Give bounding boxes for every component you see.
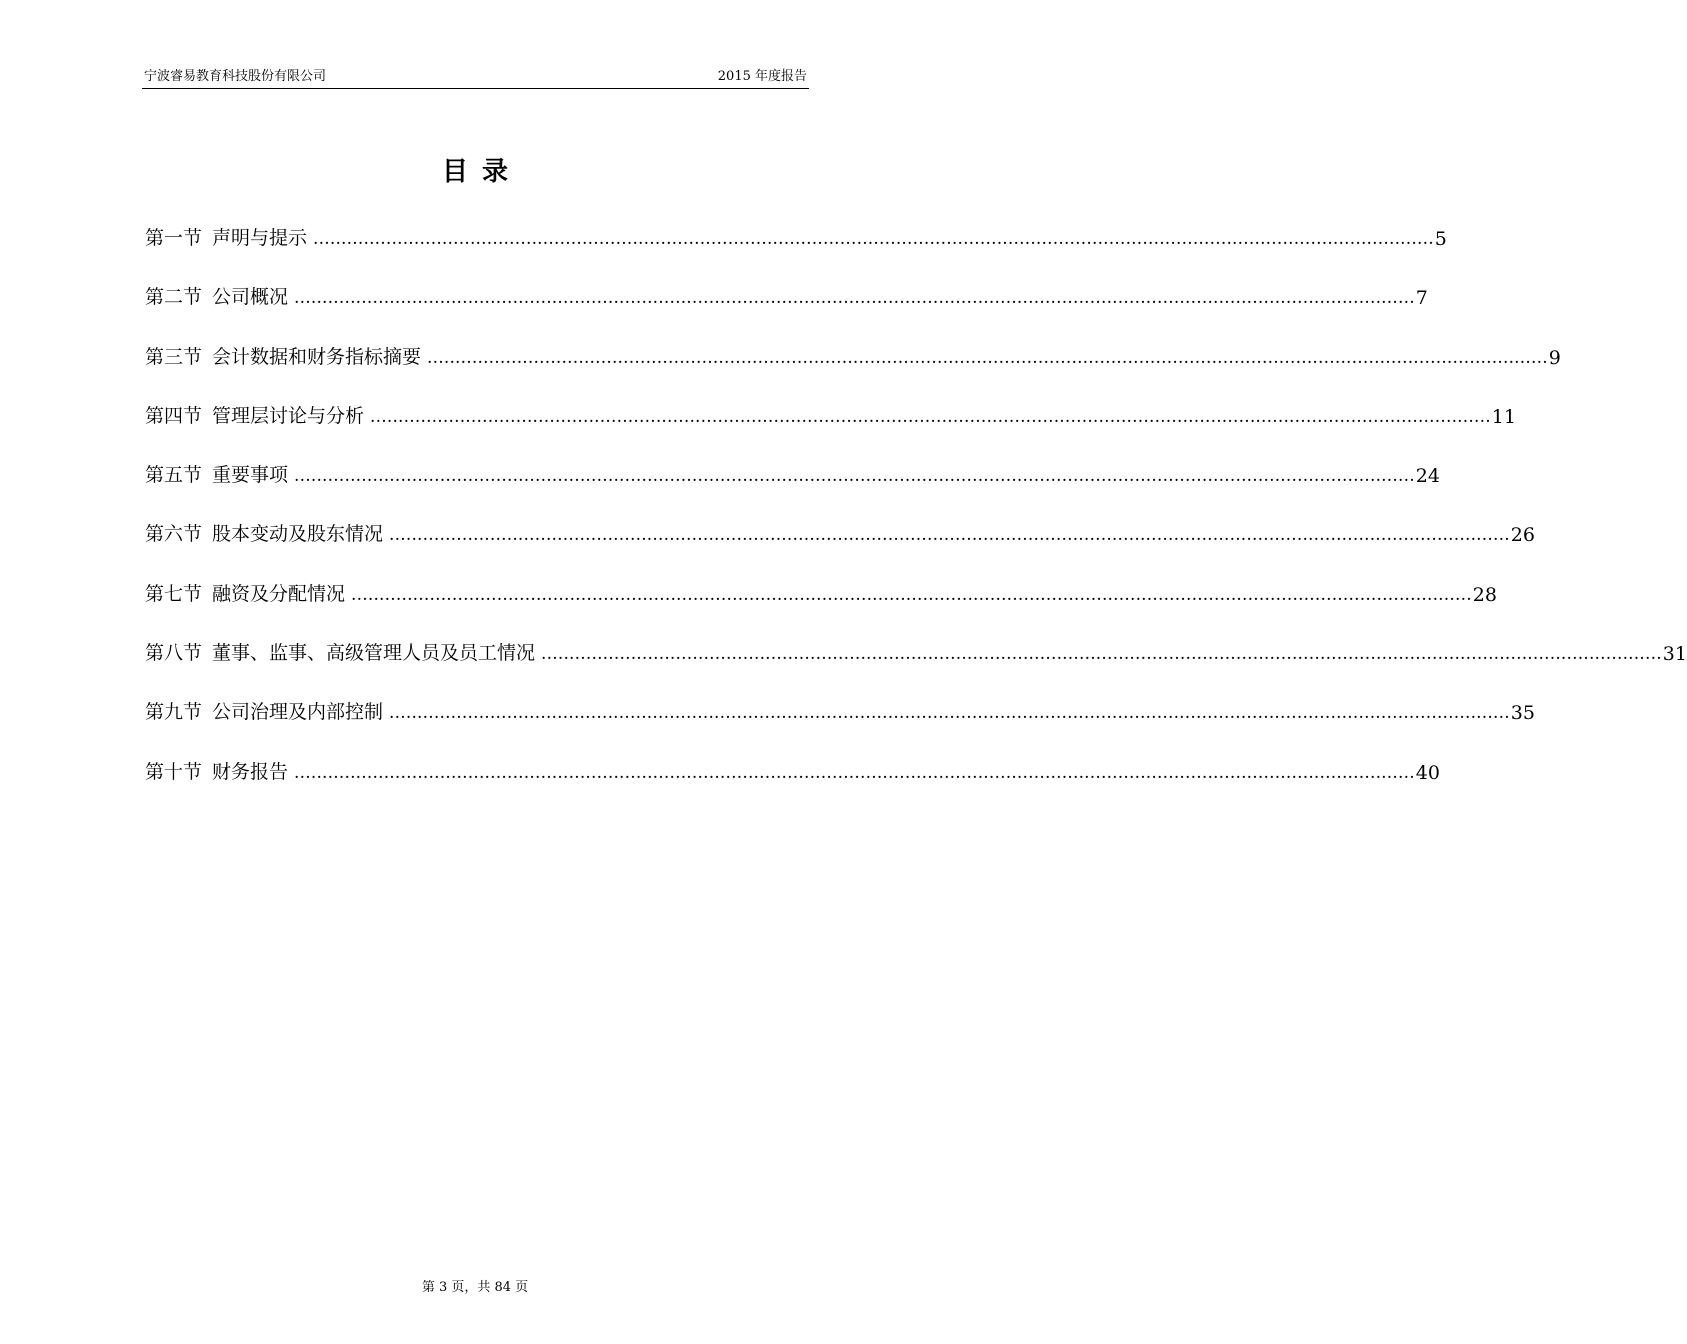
toc-page-number: 24: [1415, 465, 1440, 488]
toc-section-title: 公司治理及内部控制: [212, 701, 384, 724]
toc-entry[interactable]: [145, 516, 1535, 575]
toc-section-title: 公司概况: [212, 286, 289, 309]
page-footer: 第 3 页，共 84 页: [421, 1280, 529, 1295]
toc-entry-label: [145, 398, 370, 434]
toc-section-number: 第三节: [145, 345, 203, 368]
toc-entry-label: [145, 694, 389, 730]
toc-page-number: 7: [1415, 287, 1428, 310]
toc-section-title: 股本变动及股东情况: [212, 523, 384, 546]
toc-leader-dots: ........................................................................................................................................................................................................: [389, 703, 1510, 724]
toc-page-number: 26: [1510, 524, 1535, 547]
toc-entry-label: [145, 457, 294, 493]
toc-entry-label: [145, 220, 313, 256]
toc-leader-dots: ........................................................................................................................................................................................................: [351, 584, 1472, 605]
table-of-contents: [145, 220, 1687, 813]
toc-page-number: 31: [1662, 643, 1687, 666]
toc-leader-dots: ........................................................................................................................................................................................................: [294, 288, 1415, 309]
toc-entry[interactable]: [145, 279, 1428, 338]
toc-entry-label: [145, 516, 389, 552]
toc-page-number: 11: [1491, 405, 1516, 428]
toc-leader-dots: ........................................................................................................................................................................................................: [427, 347, 1548, 368]
toc-entry[interactable]: [145, 220, 1447, 279]
toc-heading: 目录: [441, 157, 522, 187]
toc-section-number: 第八节: [145, 642, 203, 665]
toc-page-number: 9: [1548, 346, 1561, 369]
toc-entry-label: [145, 279, 294, 315]
toc-section-number: 第一节: [145, 227, 203, 249]
toc-page-number: 5: [1434, 228, 1447, 250]
toc-section-number: 第四节: [145, 404, 203, 427]
toc-entry-label: [145, 754, 294, 790]
toc-section-number: 第七节: [145, 582, 203, 605]
toc-entry-label: [145, 635, 541, 671]
toc-leader-dots: ........................................................................................................................................................................................................: [389, 525, 1510, 546]
toc-leader-dots: ........................................................................................................................................................................................................: [294, 466, 1415, 487]
toc-section-title: 董事、监事、高级管理人员及员工情况: [212, 642, 536, 665]
toc-section-title: 重要事项: [212, 464, 289, 487]
toc-entry[interactable]: [145, 694, 1535, 753]
toc-entry[interactable]: [145, 576, 1497, 635]
toc-section-title: 会计数据和财务指标摘要: [212, 345, 422, 368]
toc-entry[interactable]: [145, 398, 1516, 457]
toc-leader-dots: ........................................................................................................................................................................................................: [313, 229, 1434, 249]
toc-entry[interactable]: [145, 339, 1561, 398]
toc-entry-label: [145, 339, 427, 375]
toc-leader-dots: ........................................................................................................................................................................................................: [294, 762, 1415, 783]
toc-leader-dots: ........................................................................................................................................................................................................: [370, 406, 1491, 427]
toc-page-number: 28: [1472, 583, 1497, 606]
toc-entry[interactable]: [145, 457, 1440, 516]
header-company-name: 宁波睿易教育科技股份有限公司: [144, 69, 327, 84]
toc-section-number: 第十节: [145, 760, 203, 783]
toc-section-title: 声明与提示: [212, 227, 308, 249]
toc-entry-label: [145, 576, 351, 612]
toc-section-title: 财务报告: [212, 760, 289, 783]
toc-section-number: 第六节: [145, 523, 203, 546]
toc-section-title: 管理层讨论与分析: [212, 404, 365, 427]
toc-entry[interactable]: [145, 754, 1440, 813]
toc-page-number: 40: [1415, 761, 1440, 784]
toc-section-number: 第二节: [145, 286, 203, 309]
toc-section-number: 第五节: [145, 464, 203, 487]
toc-leader-dots: ........................................................................................................................................................................................................: [541, 644, 1662, 665]
page-header: [142, 66, 809, 89]
toc-section-number: 第九节: [145, 701, 203, 724]
toc-page-number: 35: [1510, 702, 1535, 725]
toc-entry[interactable]: [145, 635, 1687, 694]
toc-section-title: 融资及分配情况: [212, 582, 346, 605]
header-report-title: 2015 年度报告: [717, 69, 807, 84]
